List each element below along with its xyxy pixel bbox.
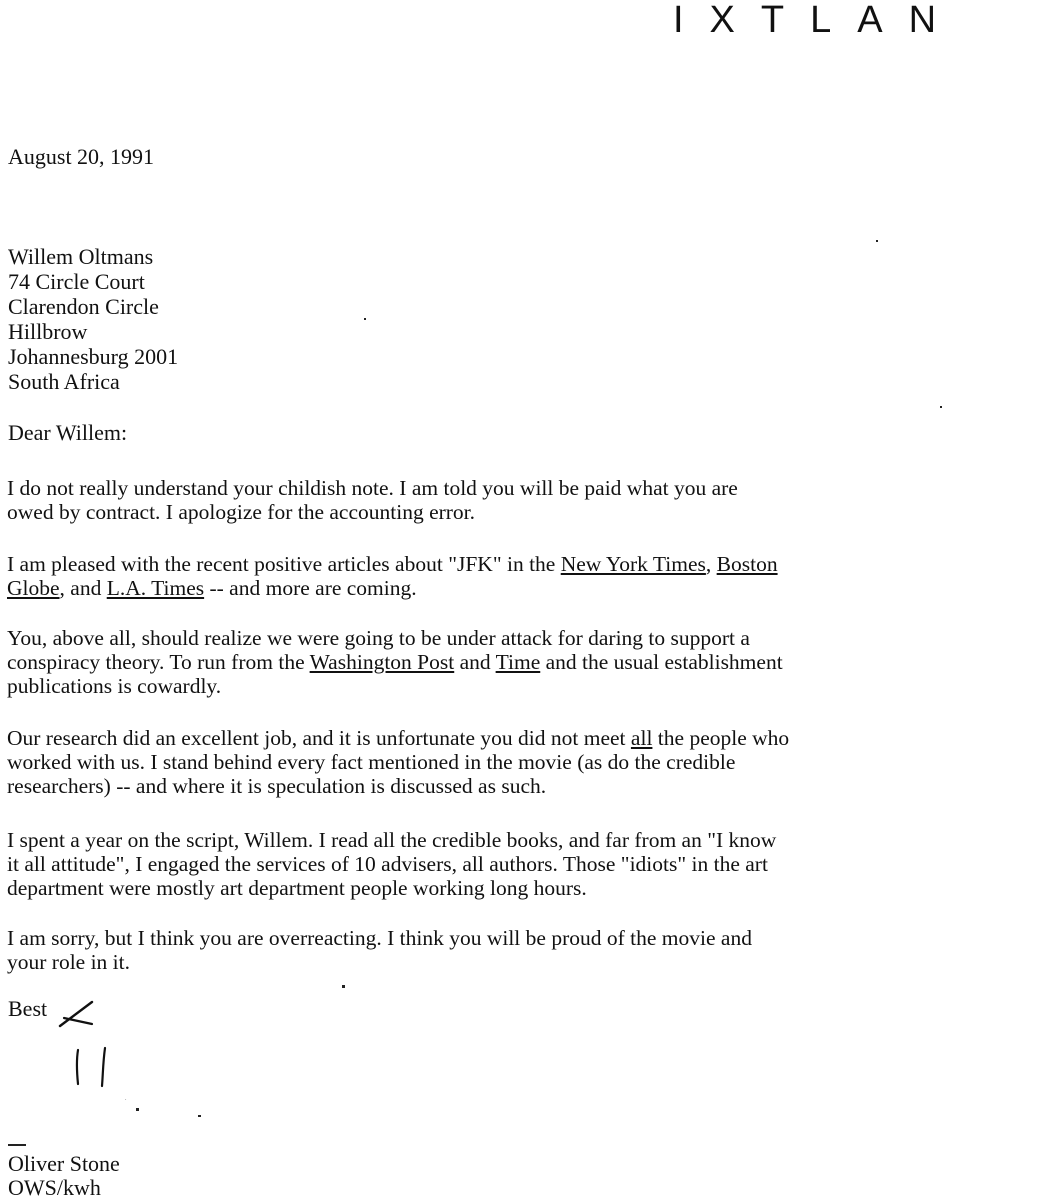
- paragraph-line: [7, 576, 1037, 600]
- paragraph-line: publications is cowardly.: [7, 674, 222, 698]
- address-line: South Africa: [8, 369, 120, 394]
- text-run: and the usual establishment: [540, 650, 783, 674]
- paragraph-4: [7, 726, 1037, 798]
- letterhead-logo: IXTLAN: [673, 0, 963, 40]
- paragraph-1: [7, 476, 1037, 524]
- signer-name: Oliver Stone: [8, 1151, 120, 1176]
- paragraph-line: it all attitude", I engaged the services of 10 advisers, all authors. Those "idiots" in the art: [7, 852, 768, 876]
- letter-date: August 20, 1991: [8, 144, 155, 169]
- text-run: and: [454, 650, 496, 674]
- text-run: , and: [59, 576, 107, 600]
- recipient-address: [8, 244, 178, 394]
- emphasis-all: all: [630, 726, 653, 750]
- salutation: Dear Willem:: [8, 420, 128, 445]
- publication-boston-globe-part2: Globe: [7, 576, 60, 600]
- text-run: conspiracy theory. To run from the: [7, 650, 310, 674]
- text-run: -- and more are coming.: [204, 576, 417, 600]
- paragraph-line: [7, 552, 1037, 576]
- paragraph-line: worked with us. I stand behind every fact mentioned in the movie (as do the credible: [7, 750, 736, 774]
- paragraph-line: [7, 650, 1037, 674]
- text-run: ,: [705, 552, 717, 576]
- text-run: the people who: [652, 726, 790, 750]
- paragraph-line: You, above all, should realize we were going to be under attack for daring to support a: [7, 626, 750, 650]
- scan-speck: [940, 406, 942, 408]
- paragraph-2: [7, 552, 1037, 600]
- scan-speck: [8, 1144, 26, 1146]
- address-line: Johannesburg 2001: [8, 344, 179, 369]
- publication-la-times: L.A. Times: [106, 576, 205, 600]
- typist-initials: OWS/kwh: [8, 1175, 101, 1200]
- text-run: Our research did an excellent job, and it is unfortunate you did not meet: [7, 726, 631, 750]
- paragraph-5: [7, 828, 1037, 900]
- publication-boston-globe-part1: Boston: [716, 552, 778, 576]
- text-run: I am pleased with the recent positive articles about "JFK" in the: [7, 552, 561, 576]
- scan-speck: [342, 985, 345, 988]
- handwritten-signature: [30, 990, 140, 1100]
- paragraph-line: [7, 726, 1037, 750]
- publication-new-york-times: New York Times: [560, 552, 706, 576]
- paragraph-6: [7, 926, 1037, 974]
- publication-washington-post: Washington Post: [309, 650, 455, 674]
- address-line: Hillbrow: [8, 319, 88, 344]
- address-line: 74 Circle Court: [8, 269, 145, 294]
- paragraph-line: I spent a year on the script, Willem. I read all the credible books, and far from an "I know: [7, 828, 777, 852]
- paragraph-line: owed by contract. I apologize for the accounting error.: [7, 500, 476, 524]
- paragraph-line: I do not really understand your childish note. I am told you will be paid what you are: [7, 476, 738, 500]
- paragraph-line: department were mostly art department people working long hours.: [7, 876, 587, 900]
- address-line: Willem Oltmans: [8, 244, 154, 269]
- scan-speck: [876, 240, 878, 242]
- address-line: Clarendon Circle: [8, 294, 159, 319]
- scan-speck: [364, 318, 366, 320]
- paragraph-3: [7, 626, 1037, 698]
- paragraph-line: I am sorry, but I think you are overreacting. I think you will be proud of the movie and: [7, 926, 752, 950]
- paragraph-line: researchers) -- and where it is speculation is discussed as such.: [7, 774, 547, 798]
- closing: Best: [8, 996, 48, 1021]
- paragraph-line: your role in it.: [7, 950, 131, 974]
- publication-time: Time: [495, 650, 541, 674]
- scan-speck: [136, 1108, 139, 1111]
- scan-speck: [198, 1115, 201, 1117]
